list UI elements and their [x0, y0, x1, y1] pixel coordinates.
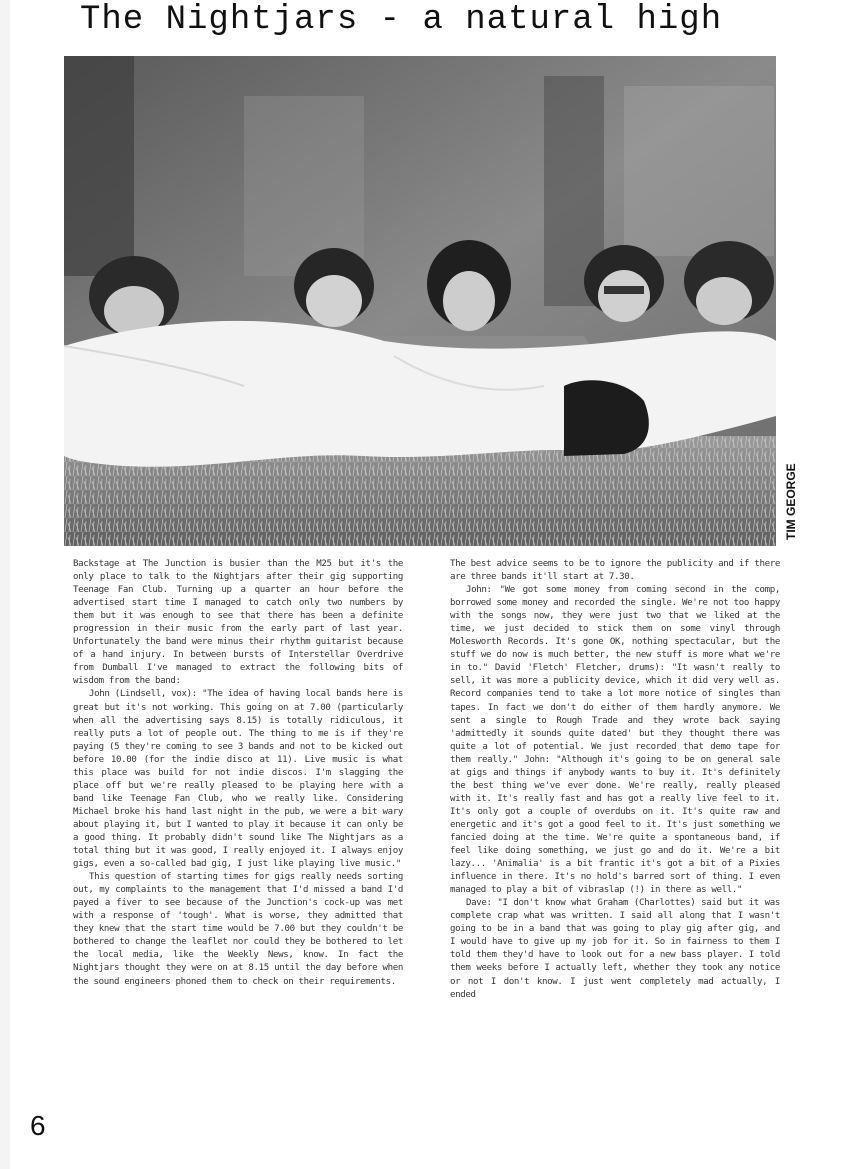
paragraph: The best advice seems to be to ignore the publicity and if there are three bands it'll start at 7.30.: [450, 559, 780, 583]
paragraph: John: "We got some money from coming second in the comp, borrowed some money and recorded the single. We're not too happy with the songs now, they were just two that we liked at the time, we just decided to stick them on some vinyl through Molesworth Records. It's gone OK, nothing spectacular, but the stuff we do now is much better, the new stuff is more what we're in to." David 'Fletch' Fletcher, drums): "It wasn't really to sell, it was more a publicity device, which it did very well as. Record companies tend to take a lot more notice of singles than tapes. In fact we don't do either of them hardly anymore. We sent a single to Rough Trade and they wrote back saying 'admittedly it sounds quite dated' but they thought there was quite a lot of potential. We just recorded that demo tape for them really." John: "Although it's going to be on general sale at gigs and things if anybody wants to buy it. It's definitely the best thing we've ever done. We're really, really pleased with it. It's really fast and has got a really live feel to it. It's only got a couple of overdubs on it. It's quite raw and energetic and it's got a good feel to it. It's just something we fancied doing at the time. We're quite a spontaneous band, if feel like doing something, we just go and do it. We're a bit lazy... 'Animalia' is a bit frantic it's got a bit of a Pixies influence in there. It's no hold's barred sort of thing. I even managed to play a bit of vibraslap (!) in there as well.": [450, 585, 780, 896]
paragraph: Backstage at The Junction is busier than the M25 but it's the only place to talk to the Nightjars after their gig supporting Teenage Fan Club. Turning up a quarter an hour before the advertised start time I managed to catch only two numbers by them but it was enough to see that there has been a definite progression in their music from the early part of last year. Unfortunately the band were minus their rhythm guitarist because of a hand injury. In between bursts of Interstellar Overdrive from Dumball I've managed to extract the following bits of wisdom from the band:: [73, 559, 403, 687]
left-column: [73, 558, 403, 989]
page-number: 6: [30, 1110, 46, 1141]
right-column: [450, 558, 780, 1002]
paragraph: This question of starting times for gigs really needs sorting out, my complaints to the management that I'd missed a band I'd payed a fiver to see because of the Junction's cock-up was met with a response of 'tough'. What is worse, they admitted that they knew that the start time would be 7.00 but they couldn't be bothered to change the leaflet nor could they be bothered to let the local media, like the Weekly News, know. In fact the Nightjars thought they were on at 8.15 until the day before when the sound engineers phoned them to check on their requirements.: [73, 872, 403, 987]
paragraph: John (Lindsell, vox): "The idea of having local bands here is great but it's not working. This going on at 7.00 (particularly when all the advertising says 8.15) is totally ridiculous, it really puts a lot of people out. The thing to me is if they're paying (5 they're coming to see 3 bands and not to be kicked out before 10.00 (for the indie disco at 11). Live music is what this place was build for not indie discos. I'm slagging the place off but we're really pleased to be playing here with a band like Teenage Fan Club, who we really like. Considering Michael broke his hand last night in the pub, we were a bit wary about playing it, but I wanted to play it because it can only be a good thing. It probably didn't sound like The Nightjars as a total thing but it was good, I really enjoyed it. I always enjoy gigs, even a so-called bad gig, I just like playing live music.": [73, 689, 403, 870]
band-photo: [64, 56, 776, 546]
article-title: The Nightjars - a natural high: [80, 1, 723, 39]
photo-credit: TIM GEORGE: [784, 463, 798, 540]
paragraph: Dave: "I don't know what Graham (Charlottes) said but it was complete crap what was written. I said all along that I wasn't going to be in a band that was going to play gig after gig, and I would have to give up my job for it. So in fairness to them I told them they'd have to look out for a new bass player. I told them weeks before I actually left, whether they took any notice or not I don't know. I just went completely mad actually, I ended: [450, 898, 780, 1000]
